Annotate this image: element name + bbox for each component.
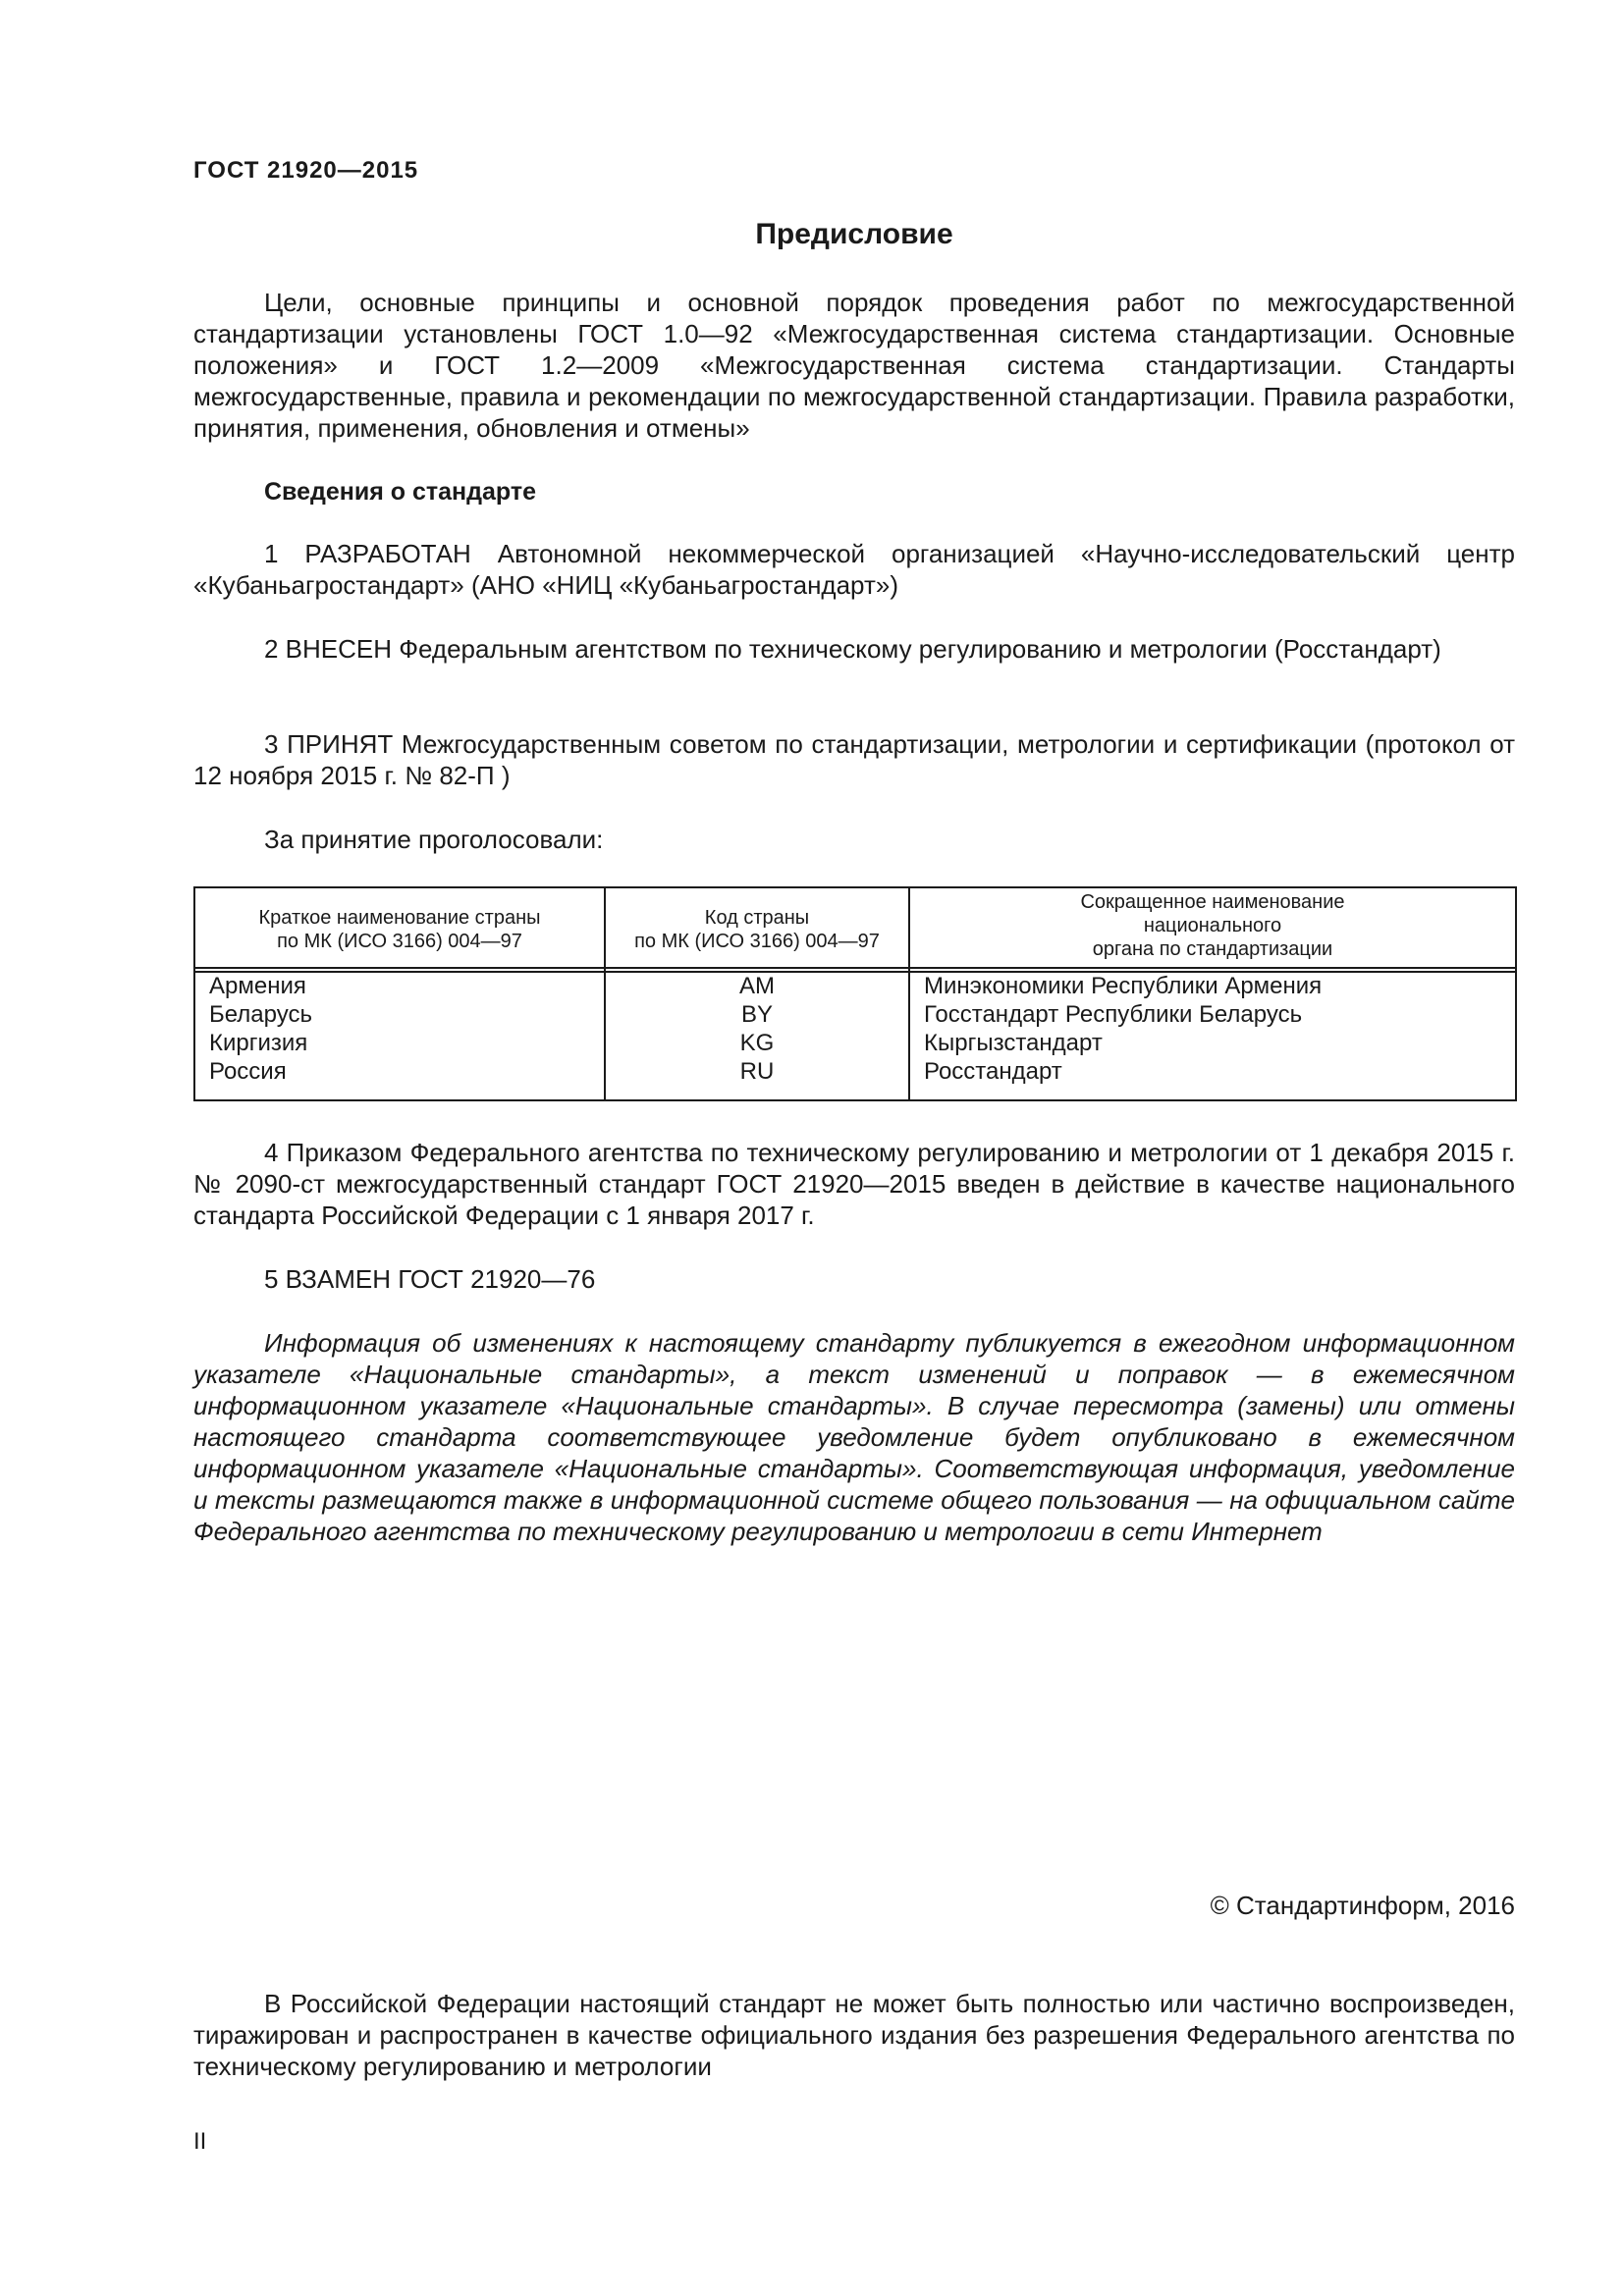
- info-item-order: 4 Приказом Федерального агентства по техническому регулированию и метрологии от 1 декабря 2015 г. № 2090-ст межгосударственный стандарт ГОСТ 21920—2015 введен в действие в качестве национального стандарта Российской Федерации с 1 января 2017 г.: [193, 1138, 1515, 1230]
- copyright-notice: © Стандартинформ, 2016: [1210, 1891, 1515, 1920]
- voting-table: [193, 886, 1517, 1101]
- table-cell: BY: [740, 1001, 773, 1028]
- page-title: Предисловие: [755, 218, 953, 250]
- info-item-developed: 1 РАЗРАБОТАН Автономной некоммерческой организацией «Научно-исследовательский центр «Кубаньагростандарт» (АНО «НИЦ «Кубаньагростандарт»): [193, 539, 1515, 600]
- vote-intro: За принятие проголосовали:: [264, 825, 604, 854]
- table-cell: Госстандарт Республики Беларусь: [924, 1001, 1303, 1028]
- info-item-replaces: 5 ВЗАМЕН ГОСТ 21920—76: [264, 1264, 596, 1294]
- table-header-body: Сокращенное наименование национального органа по стандартизации: [1080, 891, 1345, 960]
- table-cell: Кыргызстандарт: [924, 1030, 1103, 1056]
- table-cell: RU: [739, 1058, 775, 1085]
- table-column-country: [209, 972, 312, 1086]
- table-cell: Беларусь: [209, 1001, 312, 1028]
- table-cell: Минэкономики Республики Армения: [924, 973, 1323, 999]
- table-cell: AM: [739, 973, 775, 999]
- standard-info-heading: Сведения о стандарте: [264, 478, 537, 506]
- table-column-code: [606, 972, 908, 1086]
- table-cell: Росстандарт: [924, 1058, 1062, 1085]
- info-item-introduced: 2 ВНЕСЕН Федеральным агентством по техническому регулированию и метрологии (Росстандарт): [264, 634, 1441, 664]
- intro-paragraph: Цели, основные принципы и основной порядок проведения работ по межгосударственной стандартизации установлены ГОСТ 1.0—92 «Межгосударственная система стандартизации. Основные положения» и ГОСТ 1.2—2009 «Межгосударственная система стандартизации. Стандарты межгосударственные, правила и рекомендации по межгосударственной стандартизации. Правила разработки, принятия, применения, обновления и отмены»: [193, 288, 1515, 443]
- info-item-adopted: 3 ПРИНЯТ Межгосударственным советом по стандартизации, метрологии и сертификации (протокол от 12 ноября 2015 г. № 82-П ): [193, 729, 1515, 790]
- table-cell: KG: [739, 1030, 775, 1056]
- table-cell: Россия: [209, 1058, 287, 1085]
- table-cell: Армения: [209, 973, 306, 999]
- table-column-body: [924, 972, 1322, 1086]
- table-header-code: Код страны по МК (ИСО 3166) 004—97: [634, 907, 880, 952]
- rights-notice: В Российской Федерации настоящий стандарт не может быть полностью или частично воспроизведен, тиражирован и распространен в качестве официального издания без разрешения Федерального агентства по техническому регулированию и метрологии: [193, 1989, 1515, 2081]
- changes-info-paragraph: Информация об изменениях к настоящему стандарту публикуется в ежегодном информационном указателе «Национальные стандарты», а текст изменений и поправок — в ежемесячном информационном указателе «Национальные стандарты». В случае пересмотра (замены) или отмены настоящего стандарта соответствующее уведомление будет опубликовано в ежемесячном информационном указателе «Национальные стандарты». Соответствующая информация, уведомление и тексты размещаются также в информационной системе общего пользования — на официальном сайте Федерального агентства по техническому регулированию и метрологии в сети Интернет: [193, 1328, 1515, 1546]
- table-header-country: Краткое наименование страны по МК (ИСО 3166) 004—97: [258, 907, 541, 952]
- page-number: II: [193, 2128, 207, 2155]
- document-code: ГОСТ 21920—2015: [193, 157, 419, 184]
- table-cell: Киргизия: [209, 1030, 308, 1056]
